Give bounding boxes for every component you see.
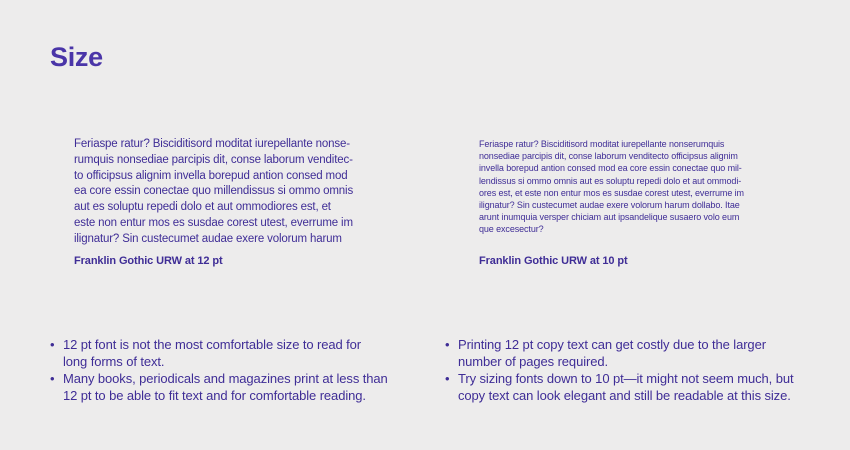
sample-text-12pt: Feriaspe ratur? Bisciditisord moditat iurepellante nonse- rumquis nonsediae parcipis dit, conse laborum venditec- to officipsus alignim invella borepud antion consed mod ea core essin conectae quo millendissus si ommo omnis aut es soluptu repedi dolo et aut ommodiores est, et este non entur mos es susdae corest utest, everrume im ilignatur? Sin custecumet audae exere volorum harum	[74, 138, 354, 245]
sample-text-10pt: Feriaspe ratur? Bisciditisord moditat iurepellante nonserumquis nonsediae parcipis dit, conse laborum venditecto officipsus alignim invella borepud antion consed mod ea core essin conectae quo mil- lendissus si ommo omnis aut es soluptu repedi dolo et aut ommodi- ores est, et este non entur mos es susdae corest utest, everrume im ilignatur? Sin custecumet audae exere volorum harum dollabo. Itae arunt inumquia versper chiciam aut ipsandelique susaero volo eum que excesectur?	[479, 139, 744, 235]
bullet-text: 12 pt font is not the most comfortable size to read for long forms of text.	[63, 337, 361, 369]
bullet-list-left	[50, 336, 425, 404]
list-item	[50, 336, 425, 370]
page-title: Size	[50, 42, 103, 72]
bullet-list-right	[445, 336, 840, 404]
sample-caption-12pt: Franklin Gothic URW at 12 pt	[74, 255, 223, 267]
list-item	[445, 370, 840, 404]
bullet-icon: •	[445, 371, 450, 386]
bullet-icon: •	[50, 371, 55, 386]
bullet-icon: •	[50, 337, 55, 352]
bullet-text: Many books, periodicals and magazines print at less than 12 pt to be able to fit text and for comfortable reading.	[63, 371, 388, 403]
bullet-text: Printing 12 pt copy text can get costly due to the larger number of pages required.	[458, 337, 766, 369]
bullet-text: Try sizing fonts down to 10 pt—it might not seem much, but copy text can look elegant and still be readable at this size.	[458, 371, 794, 403]
sample-caption-10pt: Franklin Gothic URW at 10 pt	[479, 255, 628, 267]
bullet-icon: •	[445, 337, 450, 352]
list-item	[445, 336, 840, 370]
list-item	[50, 370, 425, 404]
